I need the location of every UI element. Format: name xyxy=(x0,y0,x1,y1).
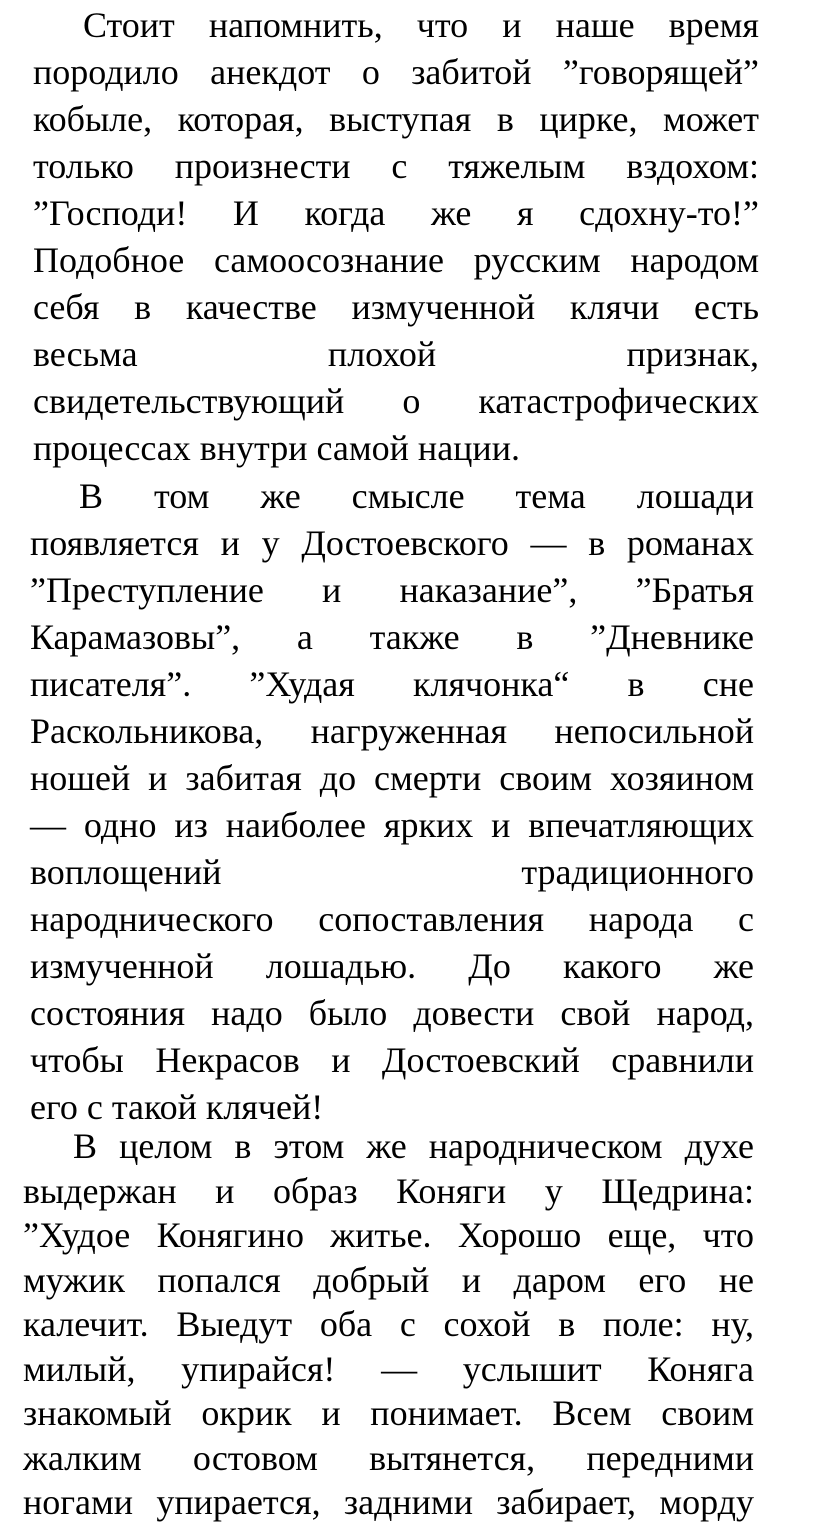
text-line: Карамазовы”, а также в ”Дневнике xyxy=(30,617,754,657)
text-line: выдержан и образ Коняги у Щедрина: xyxy=(23,1170,754,1211)
text-line: жалким остовом вытянется, передними xyxy=(23,1437,754,1478)
text-line: состояния надо было довести свой народ, xyxy=(30,993,754,1033)
text-line: весьма плохой признак, xyxy=(33,334,759,374)
text-line: появляется и у Достоевского — в романах xyxy=(30,523,754,563)
text-line: ношей и забитая до смерти своим хозяином xyxy=(30,758,754,798)
text-line: писателя”. ”Худая клячонка“ в сне xyxy=(30,664,754,704)
text-line: — одно из наиболее ярких и впечатляющих xyxy=(30,805,754,845)
text-line: Подобное самоосознание русским народом xyxy=(33,240,759,280)
text-line: народнического сопоставления народа с xyxy=(30,899,754,939)
text-line: породило анекдот о забитой ”говорящей” xyxy=(33,52,759,92)
text-line: процессах внутри самой нации. xyxy=(33,428,520,468)
text-line: Стоит напомнить, что и наше время xyxy=(83,5,759,45)
text-line: себя в качестве измученной клячи есть xyxy=(33,287,759,327)
text-line: его с такой клячей! xyxy=(30,1087,324,1127)
text-line: Раскольникова, нагруженная непосильной xyxy=(30,711,754,751)
text-line: свидетельствующий о катастрофических xyxy=(33,381,759,421)
text-line: В целом в этом же народническом духе xyxy=(73,1126,754,1166)
text-line: милый, упирайся! — услышит Коняга xyxy=(23,1348,754,1389)
text-line: кобыле, которая, выступая в цирке, может xyxy=(33,99,759,139)
text-line: В том же смысле тема лошади xyxy=(79,476,754,516)
text-line: только произнести с тяжелым вздохом: xyxy=(33,146,759,186)
text-line: ногами упирается, задними забирает, морду xyxy=(23,1482,754,1522)
text-line: знакомый окрик и понимает. Всем своим xyxy=(23,1393,754,1433)
text-line: измученной лошадью. До какого же xyxy=(30,946,754,986)
text-line: ”Господи! И когда же я сдохну-то!” xyxy=(33,193,759,233)
text-line: мужик попался добрый и даром его не xyxy=(23,1259,754,1300)
text-line: чтобы Некрасов и Достоевский сравнили xyxy=(30,1040,754,1080)
text-line: калечит. Выедут оба с сохой в поле: ну, xyxy=(23,1304,754,1344)
text-line: воплощений традиционного xyxy=(30,852,754,892)
text-line: ”Преступление и наказание”, ”Братья xyxy=(30,570,754,610)
text-line: ”Худое Конягино житье. Хорошо еще, что xyxy=(23,1215,754,1255)
